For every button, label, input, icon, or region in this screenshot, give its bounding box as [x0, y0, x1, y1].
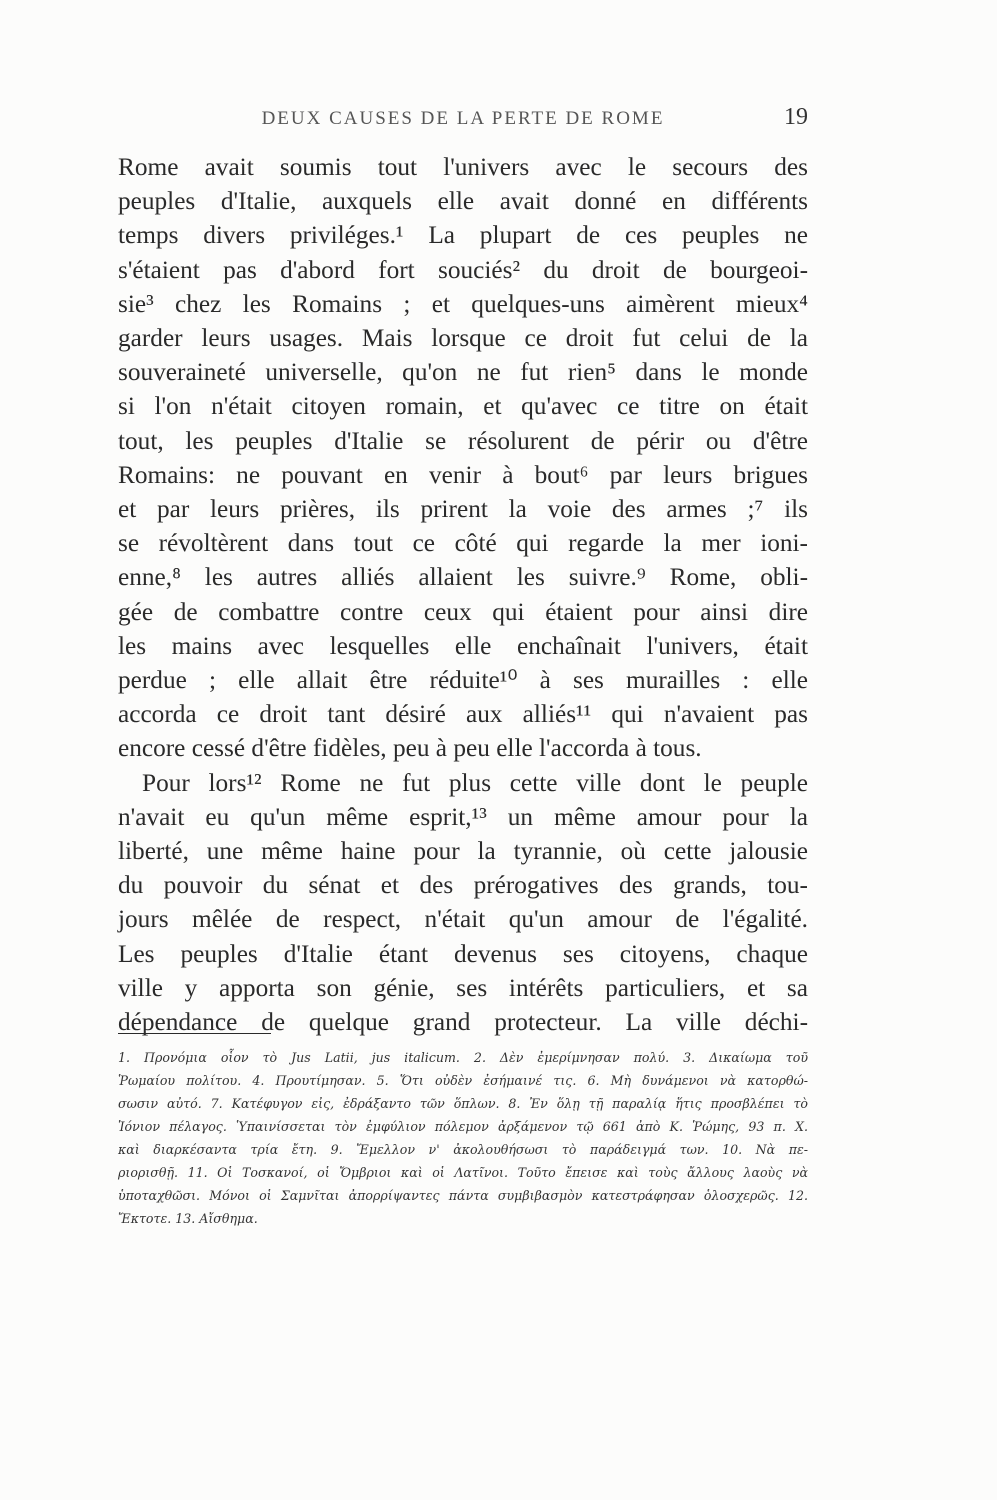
- text-line: sie³ chez les Romains ; et quelques-uns aimèrent mieux⁴: [118, 289, 808, 318]
- text-line: tout, les peuples d'Italie se résolurent de périr ou d'être: [118, 426, 808, 455]
- footnote-line: Ἰόνιον πέλαγος. Ὑπαινίσσεται τὸν ἐμφύλιον πόλεμον ἀρξάμενον τῷ 661 ἀπὸ Κ. Ῥώμης, 93 π. Χ.: [118, 1119, 808, 1134]
- footnote-line: ριορισθῇ. 11. Οἱ Τοσκανοί, οἱ Ὄμβριοι καὶ οἱ Λατῖνοι. Τοῦτο ἔπεισε καὶ τοὺς ἄλλους λαοὺς νὰ: [118, 1165, 808, 1180]
- text-line: se révoltèrent dans tout ce côté qui regarde la mer ioni-: [118, 529, 808, 558]
- text-line: peuples d'Italie, auxquels elle avait donné en différents: [118, 187, 808, 216]
- footnotes: [118, 1046, 808, 1230]
- text-line: Rome avait soumis tout l'univers avec le secours des: [118, 153, 808, 181]
- page-number: 19: [784, 104, 808, 130]
- text-line: ville y apporta son génie, ses intérêts particuliers, et sa: [118, 973, 808, 1002]
- body-text: [118, 150, 808, 1039]
- text-line: et par leurs prières, ils prirent la voie des armes ;⁷ ils: [118, 495, 808, 524]
- text-line: jours mêlée de respect, n'était qu'un amour de l'égalité.: [118, 905, 808, 934]
- text-line: liberté, une même haine pour la tyrannie, où cette jalousie: [118, 837, 808, 866]
- footnote-line: Ἔκτοτε. 13. Αἴσθημα.: [118, 1211, 258, 1226]
- text-line: garder leurs usages. Mais lorsque ce droit fut celui de la: [118, 324, 808, 353]
- text-line: encore cessé d'être fidèles, peu à peu elle l'accorda à tous.: [118, 734, 702, 763]
- text-line: du pouvoir du sénat et des prérogatives des grands, tou-: [118, 871, 808, 900]
- text-line: enne,⁸ les autres alliés allaient les suivre.⁹ Rome, obli-: [118, 563, 808, 592]
- footnote-divider: [118, 1033, 271, 1034]
- footnote-line: καὶ διαρκέσαντα τρία ἔτη. 9. Ἔμελλον ν' ἀκολουθήσωσι τὸ παράδειγμά των. 10. Νὰ πε-: [118, 1142, 808, 1157]
- text-line: Pour lors¹² Rome ne fut plus cette ville dont le peuple: [142, 768, 808, 797]
- text-line: Les peuples d'Italie étant devenus ses citoyens, chaque: [118, 939, 808, 968]
- text-line: temps divers priviléges.¹ La plupart de ces peuples ne: [118, 221, 808, 250]
- text-line: perdue ; elle allait être réduite¹⁰ à ses murailles : elle: [118, 666, 808, 695]
- text-line: les mains avec lesquelles elle enchaînait l'univers, était: [118, 631, 808, 660]
- footnote-line: 1. Προνόμια οἷον τὸ Jus Latii, jus italicum. 2. Δὲν ἐμερίμνησαν πολύ. 3. Δικαίωμα τοῦ: [118, 1050, 808, 1065]
- footnote-line: Ῥωμαίου πολίτου. 4. Προυτίμησαν. 5. Ὅτι οὐδὲν ἐσήμαινέ τις. 6. Μὴ δυνάμενοι νὰ κατορθώ-: [118, 1073, 808, 1088]
- text-line: n'avait eu qu'un même esprit,¹³ un même amour pour la: [118, 802, 808, 831]
- text-line: dépendance de quelque grand protecteur. La ville déchi-: [118, 1008, 808, 1037]
- footnote-line: ὑποταχθῶσι. Μόνοι οἱ Σαμνῖται ἀπορρίψαντες πάντα συμβιβασμὸν κατεστράφησαν ὁλοσχερῶς. 12.: [118, 1188, 808, 1203]
- text-line: gée de combattre contre ceux qui étaient pour ainsi dire: [118, 597, 808, 626]
- text-line: souveraineté universelle, qu'on ne fut rien⁵ dans le monde: [118, 358, 808, 387]
- text-line: accorda ce droit tant désiré aux alliés¹¹ qui n'avaient pas: [118, 700, 808, 729]
- page-header: [118, 104, 808, 136]
- footnote-line: σωσιν αὐτό. 7. Κατέφυγον εἰς, ἐδράξαντο τῶν ὅπλων. 8. Ἐν ὅλῃ τῇ παραλίᾳ ἥτις προσβλέπει τὸ: [118, 1096, 808, 1111]
- text-line: Romains: ne pouvant en venir à bout⁶ par leurs brigues: [118, 460, 808, 489]
- text-line: s'étaient pas d'abord fort souciés² du droit de bourgeoi-: [118, 255, 808, 284]
- running-title: DEUX CAUSES DE LA PERTE DE ROME: [261, 108, 665, 129]
- text-line: si l'on n'était citoyen romain, et qu'avec ce titre on était: [118, 392, 808, 421]
